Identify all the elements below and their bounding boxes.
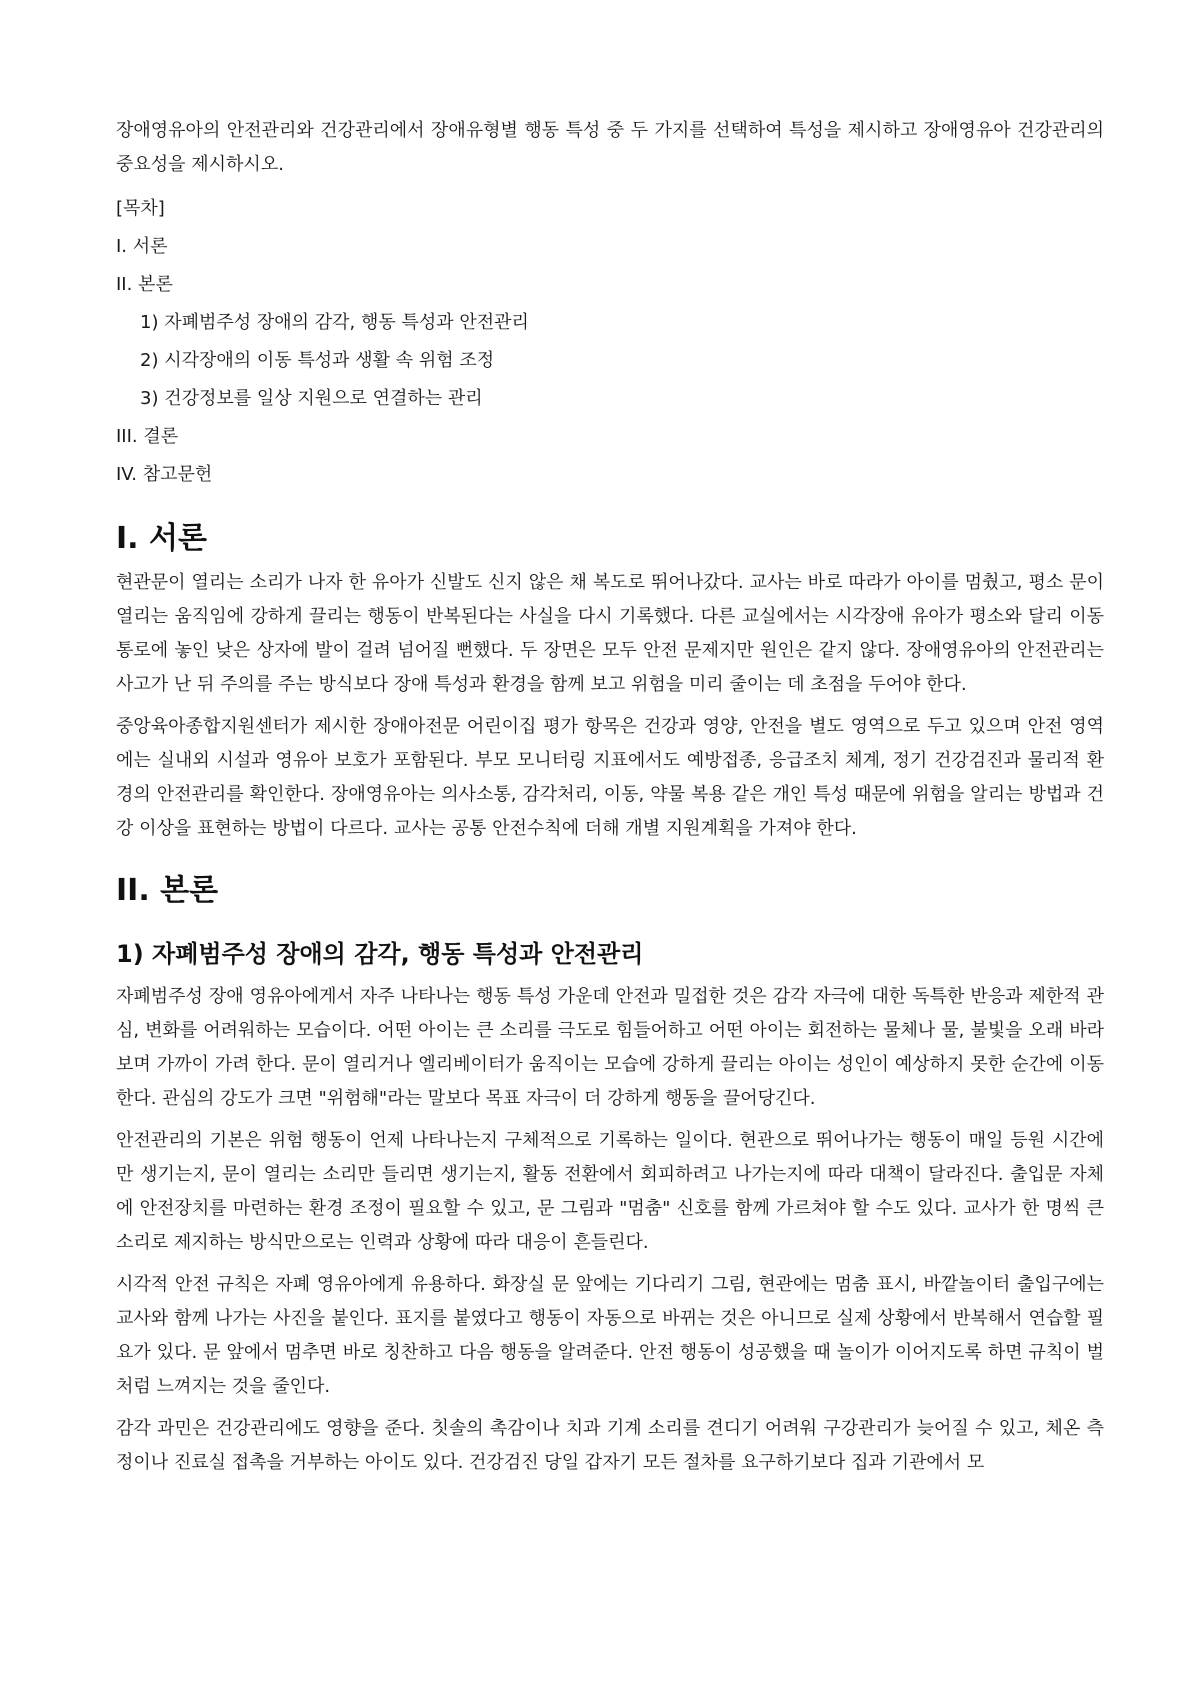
toc-item: IV. 참고문헌 xyxy=(116,464,213,485)
toc-item: I. 서론 xyxy=(116,236,168,257)
table-of-contents xyxy=(116,190,1104,494)
section-title-introduction: I. 서론 xyxy=(116,521,207,556)
toc-item: 1) 자폐범주성 장애의 감각, 행동 특성과 안전관리 xyxy=(140,312,529,333)
paragraph: 감각 과민은 건강관리에도 영향을 준다. 칫솔의 촉감이나 치과 기계 소리를 견디기 어려워 구강관리가 늦어질 수 있고, 체온 측정이나 진료실 접촉을 거부하는 아이도 있다. 건강검진 당일 갑자기 모든 절차를 요구하기보다 집과 기관에서 모 xyxy=(116,1418,1104,1473)
toc-item: 3) 건강정보를 일상 지원으로 연결하는 관리 xyxy=(140,388,483,409)
section-title-body: II. 본론 xyxy=(116,873,219,908)
paragraph: 중앙육아종합지원센터가 제시한 장애아전문 어린이집 평가 항목은 건강과 영양, 안전을 별도 영역으로 두고 있으며 안전 영역에는 실내외 시설과 영유아 보호가 포함된다. 부모 모니터링 지표에서도 예방접종, 응급조치 체계, 정기 건강검진과 물리적 환경의 안전관리를 확인한다. 장애영유아는 의사소통, 감각처리, 이동, 약물 복용 같은 개인 특성 때문에 위험을 알리는 방법과 건강 이상을 표현하는 방법이 다르다. 교사는 공통 안전수칙에 더해 개별 지원계획을 가져야 한다. xyxy=(116,716,1104,839)
paragraph: 현관문이 열리는 소리가 나자 한 유아가 신발도 신지 않은 채 복도로 뛰어나갔다. 교사는 바로 따라가 아이를 멈췄고, 평소 문이 열리는 움직임에 강하게 끌리는 행동이 반복된다는 사실을 다시 기록했다. 다른 교실에서는 시각장애 유아가 평소와 달리 이동 통로에 놓인 낮은 상자에 발이 걸려 넘어질 뻔했다. 두 장면은 모두 안전 문제지만 원인은 같지 않다. 장애영유아의 안전관리는 사고가 난 뒤 주의를 주는 방식보다 장애 특성과 환경을 함께 보고 위험을 미리 줄이는 데 초점을 두어야 한다. xyxy=(116,572,1104,695)
paragraph: 안전관리의 기본은 위험 행동이 언제 나타나는지 구체적으로 기록하는 일이다. 현관으로 뛰어나가는 행동이 매일 등원 시간에만 생기는지, 문이 열리는 소리만 들리면 생기는지, 활동 전환에서 회피하려고 나가는지에 따라 대책이 달라진다. 출입문 자체에 안전장치를 마련하는 환경 조정이 필요할 수 있고, 문 그림과 "멈춤" 신호를 함께 가르쳐야 할 수도 있다. 교사가 한 명씩 큰 소리로 제지하는 방식만으로는 인력과 상황에 따라 대응이 흔들린다. xyxy=(116,1130,1104,1253)
section-introduction xyxy=(116,516,1104,846)
assignment-prompt: 장애영유아의 안전관리와 건강관리에서 장애유형별 행동 특성 중 두 가지를 선택하여 특성을 제시하고 장애영유아 건강관리의 중요성을 제시하시오. xyxy=(116,120,1104,175)
toc-list xyxy=(116,228,1104,494)
paragraph: 자폐범주성 장애 영유아에게서 자주 나타나는 행동 특성 가운데 안전과 밀접한 것은 감각 자극에 대한 독특한 반응과 제한적 관심, 변화를 어려워하는 모습이다. 어떤 아이는 큰 소리를 극도로 힘들어하고 어떤 아이는 회전하는 물체나 물, 불빛을 오래 바라보며 가까이 가려 한다. 문이 열리거나 엘리베이터가 움직이는 모습에 강하게 끌리는 아이는 성인이 예상하지 못한 순간에 이동한다. 관심의 강도가 크면 "위험해"라는 말보다 목표 자극이 더 강하게 행동을 끌어당긴다. xyxy=(116,986,1104,1109)
toc-heading: [목차] xyxy=(116,198,165,219)
toc-item: II. 본론 xyxy=(116,274,173,295)
toc-item: III. 결론 xyxy=(116,426,179,447)
toc-item: 2) 시각장애의 이동 특성과 생활 속 위험 조정 xyxy=(140,350,495,371)
paragraph: 시각적 안전 규칙은 자폐 영유아에게 유용하다. 화장실 문 앞에는 기다리기 그림, 현관에는 멈춤 표시, 바깥놀이터 출입구에는 교사와 함께 나가는 사진을 붙인다. 표지를 붙였다고 행동이 자동으로 바뀌는 것은 아니므로 실제 상황에서 반복해서 연습할 필요가 있다. 문 앞에서 멈추면 바로 칭찬하고 다음 행동을 알려준다. 안전 행동이 성공했을 때 놀이가 이어지도록 하면 규칙이 벌처럼 느껴지는 것을 줄인다. xyxy=(116,1274,1104,1397)
subsection-title-autism: 1) 자폐범주성 장애의 감각, 행동 특성과 안전관리 xyxy=(116,940,644,968)
section-body xyxy=(116,868,1104,1480)
